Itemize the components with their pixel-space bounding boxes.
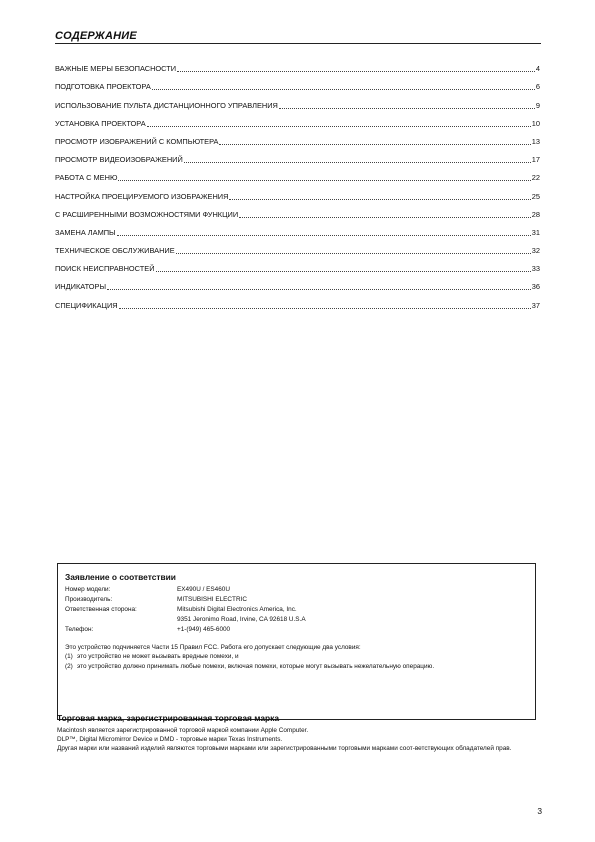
toc-item-label: ПРОСМОТР ВИДЕОИЗОБРАЖЕНИЙ: [55, 155, 183, 165]
dot-leader: [177, 65, 535, 72]
toc-item[interactable]: [55, 237, 540, 255]
dot-leader: [147, 120, 531, 127]
condition-number: (1): [65, 653, 73, 661]
phone-key: Телефон:: [65, 626, 94, 633]
page-number: 3: [537, 806, 542, 816]
toc-item[interactable]: [55, 128, 540, 146]
trademark-title: Торговая марка, зарегистрированная торговая марка: [57, 713, 279, 723]
dot-leader: [219, 138, 530, 145]
toc-item-page: 31: [531, 227, 540, 237]
dot-leader: [152, 83, 535, 90]
toc-item[interactable]: [55, 291, 540, 309]
toc-item[interactable]: [55, 273, 540, 291]
toc-item-page: 9: [535, 100, 540, 110]
condition-text: это устройство должно принимать любые помехи, включая помехи, которые могут вызывать нежелательную операцию.: [77, 662, 435, 670]
toc-item-label: РАБОТА С МЕНЮ: [55, 173, 118, 183]
model-key: Номер модели:: [65, 586, 111, 593]
party-row: [65, 605, 527, 625]
title-divider: [55, 43, 541, 44]
toc-item-label: ВАЖНЫЕ МЕРЫ БЕЗОПАСНОСТИ: [55, 64, 177, 74]
toc-item-label: ПОИСК НЕИСПРАВНОСТЕЙ: [55, 264, 155, 274]
toc-item-page: 33: [531, 264, 540, 274]
toc-item-page: 6: [535, 82, 540, 92]
conformity-box: [57, 563, 536, 720]
party-company: Mitsubishi Digital Electronics America, Inc.: [177, 606, 297, 613]
toc-item-label: ЗАМЕНА ЛАМПЫ: [55, 227, 116, 237]
dot-leader: [279, 102, 535, 109]
party-value: [177, 605, 527, 625]
toc-item-page: 32: [531, 246, 540, 256]
toc-item-page: 36: [531, 282, 540, 292]
toc-item-label: ИСПОЛЬЗОВАНИЕ ПУЛЬТА ДИСТАНЦИОННОГО УПРАВЛЕНИЯ: [55, 100, 278, 110]
toc-item-label: СПЕЦИФИКАЦИЯ: [55, 300, 118, 310]
dot-leader: [184, 156, 531, 163]
conformity-title: Заявление о соответствии: [65, 572, 176, 582]
party-key: Ответственная сторона:: [65, 606, 137, 613]
model-row: [65, 585, 527, 595]
phone-value: +1-(949) 465-6000: [177, 626, 231, 633]
toc-item-label: ТЕХНИЧЕСКОЕ ОБСЛУЖИВАНИЕ: [55, 246, 175, 256]
condition-number: (2): [65, 662, 73, 670]
maker-key: Производитель:: [65, 596, 113, 603]
toc-item-page: 17: [531, 155, 540, 165]
maker-row: [65, 595, 527, 605]
trademark-line: Другая марки или названий изделий являются торговыми марками или зарегистрированными торговыми марками соот-ветствующих обладателей прав.: [57, 745, 512, 753]
toc-item-label: ИНДИКАТОРЫ: [55, 282, 107, 292]
dot-leader: [156, 265, 531, 272]
trademark-section: [57, 713, 537, 754]
dot-leader: [118, 174, 530, 181]
toc-item[interactable]: [55, 255, 540, 273]
toc-item[interactable]: [55, 164, 540, 182]
toc-title: СОДЕРЖАНИЕ: [55, 30, 137, 42]
toc-item[interactable]: [55, 146, 540, 164]
toc-item-label: С РАСШИРЕННЫМИ ВОЗМОЖНОСТЯМИ ФУНКЦИИ: [55, 209, 239, 219]
trademark-line: DLP™, Digital Micromirror Device и DMD - торговые марки Texas Instruments.: [57, 736, 283, 744]
toc-item-label: НАСТРОЙКА ПРОЕЦИРУЕМОГО ИЗОБРАЖЕНИЯ: [55, 191, 229, 201]
toc-item-page: 25: [531, 191, 540, 201]
condition-item: [65, 662, 527, 671]
trademark-line: Macintosh является зарегистрированной торговой маркой компании Apple Computer.: [57, 727, 309, 734]
party-address: 9351 Jeronimo Road, Irvine, CA 92618 U.S.A: [177, 616, 306, 623]
toc-item-label: ПОДГОТОВКА ПРОЕКТОРА: [55, 82, 151, 92]
toc-item-page: 37: [531, 300, 540, 310]
toc-item[interactable]: [55, 182, 540, 200]
toc-item[interactable]: [55, 110, 540, 128]
toc-list: [55, 55, 540, 310]
toc-item-label: ПРОСМОТР ИЗОБРАЖЕНИЙ С КОМПЬЮТЕРА: [55, 136, 219, 146]
dot-leader: [229, 193, 530, 200]
toc-item-page: 22: [531, 173, 540, 183]
toc-item-page: 4: [535, 64, 540, 74]
dot-leader: [107, 283, 531, 290]
dot-leader: [119, 302, 531, 309]
toc-item[interactable]: [55, 73, 540, 91]
dot-leader: [239, 211, 531, 218]
toc-item-label: УСТАНОВКА ПРОЕКТОРА: [55, 118, 146, 128]
toc-item-page: 28: [531, 209, 540, 219]
toc-item[interactable]: [55, 91, 540, 109]
toc-item-page: 13: [531, 136, 540, 146]
toc-item-page: 10: [531, 118, 540, 128]
condition-text: это устройство не может вызывать вредные помехи, и: [77, 653, 239, 661]
toc-item[interactable]: [55, 201, 540, 219]
phone-row: [65, 625, 527, 635]
dot-leader: [176, 247, 531, 254]
dot-leader: [117, 229, 531, 236]
model-value: EX490U / ES460U: [177, 586, 230, 593]
maker-value: MITSUBISHI ELECTRIC: [177, 596, 247, 603]
toc-item[interactable]: [55, 219, 540, 237]
toc-item[interactable]: [55, 55, 540, 73]
condition-item: [65, 652, 527, 661]
fcc-note: Это устройство подчиняется Части 15 Правил FCC. Работа его допускает следующие два условия:: [65, 644, 361, 651]
